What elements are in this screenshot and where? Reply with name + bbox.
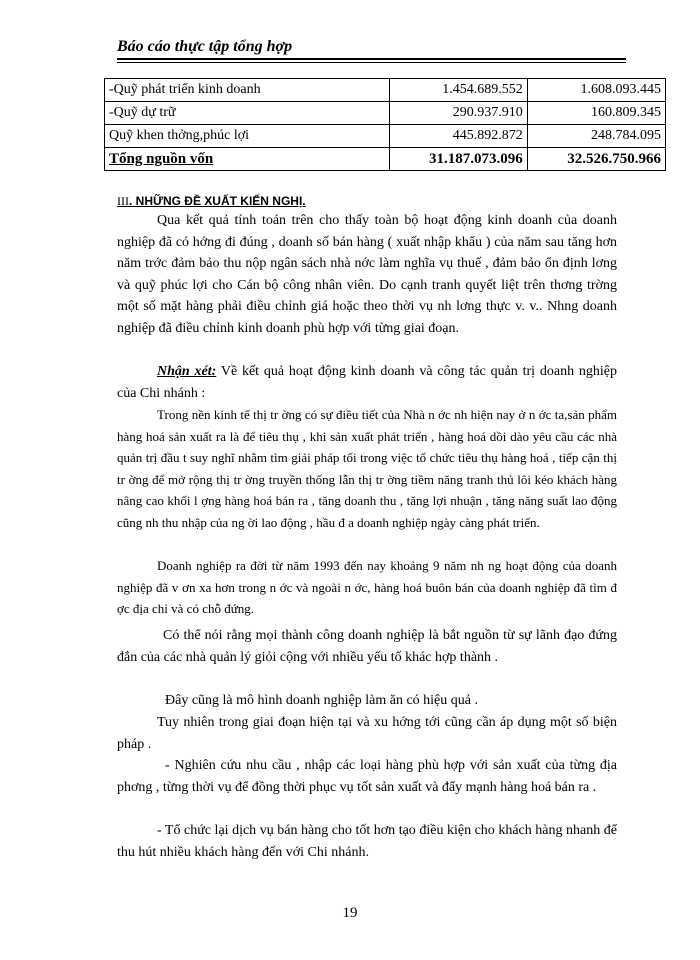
total-label: Tổng nguồn vốn: [105, 148, 390, 171]
table-row: [105, 79, 666, 102]
row-label: -Quỹ dự trữ: [105, 102, 390, 125]
paragraph-remark: [117, 361, 617, 404]
row-value-year2: 1.608.093.445: [527, 79, 665, 102]
remark-text: Về kết quả hoạt động kinh doanh và công tác quản trị doanh nghiệp của Chi nhánh :: [117, 364, 617, 401]
row-value-year1: 1.454.689.552: [389, 79, 527, 102]
paragraph-measure-sales: - Tổ chức lại dịch vụ bán hàng cho tốt hơn tạo điều kiện cho khách hàng nhanh để thu hút nhiều khách hàng đến với Chi nhánh.: [117, 823, 617, 860]
paragraph-market-economy: Trong nền kinh tế thị tr ờng có sự điều tiết của Nhà n ớc nh hiện nay ở n ớc ta,sản phẩm hàng hoá sản xuất ra là để tiêu thụ , khi sản xuất phát triển , hàng hoá dồi dào yêu cầu các nhà quản trị đầu t suy nghĩ nhằm tìm giải pháp tối trong việc tổ chức tiêu thụ hàng hoá , tiếp cận thị tr ờng để mở rộng thị tr ờng truyền thống lẫn thị tr ờng tiềm năng tranh thủ lôi kéo khách hàng nâng cao khối l ợng hàng hoá bán ra , tăng doanh thu , tăng lợi nhuận , tăng năng suất lao động cũng nh thu nhập của ng ời lao động , hầu đ a doanh nghiệp ngày càng phát triển.: [117, 407, 617, 530]
remark-label: Nhận xét:: [157, 364, 217, 379]
row-label: Quỹ khen thởng,phúc lợi: [105, 125, 390, 148]
total-value-year2: 32.526.750.966: [527, 148, 665, 171]
section-title: NHỮNG ĐỀ XUẤT KIẾN NGHỊ.: [135, 194, 306, 208]
paragraph-history: Doanh nghiệp ra đời từ năm 1993 đến nay khoảng 9 năm nh ng hoạt động của doanh nghiệp đã v ơn xa hơn trong n ớc và ngoài n ớc, hàng hoá buôn bán của doanh nghiệp đã tìm đ ợc địa chỉ và có chỗ đứng.: [117, 558, 617, 616]
section-number: III: [117, 194, 129, 208]
paragraph-model: Đây cũng là mô hình doanh nghiệp làm ăn có hiệu quả .: [165, 693, 478, 708]
row-value-year1: 445.892.872: [389, 125, 527, 148]
row-value-year2: 248.784.095: [527, 125, 665, 148]
table-row: [105, 125, 666, 148]
section-heading: III. NHỮNG ĐỀ XUẤT KIẾN NGHỊ.: [117, 194, 306, 208]
table-row: [105, 102, 666, 125]
header-rule-thin: [117, 62, 626, 63]
page-number: 19: [342, 905, 358, 921]
page-header-title: Báo cáo thực tập tổng hợp: [117, 38, 293, 55]
total-value-year1: 31.187.073.096: [389, 148, 527, 171]
row-value-year1: 290.937.910: [389, 102, 527, 125]
row-value-year2: 160.809.345: [527, 102, 665, 125]
row-label: -Quỹ phát triển kinh doanh: [105, 79, 390, 102]
table-total-row: [105, 148, 666, 171]
fund-table: [104, 78, 666, 171]
paragraph-measure-research: - Nghiên cứu nhu cầu , nhập các loại hàng phù hợp với sản xuất của từng địa phơng , từng thời vụ để đồng thời phục vụ tốt sản xuất và đẩy mạnh hàng hoá bán ra .: [117, 758, 617, 795]
paragraph-measures: Tuy nhiên trong giai đoạn hiện tại và xu hớng tới cũng cần áp dụng một số biện pháp .: [117, 715, 617, 752]
header-rule: [117, 58, 626, 60]
paragraph-summary: Qua kết quả tính toán trên cho thấy toàn bộ hoạt động kinh doanh của doanh nghiệp đã có hớng đi đúng , doanh số bán hàng ( xuất nhập khẩu ) của năm sau tăng hơn năm trớc đảm bảo thu nộp ngân sách nhà nớc làm nghĩa vụ thuế , đảm bảo ổn định lơng và quỹ phúc lợi cho Cán bộ công nhân viên. Do cạnh tranh quyết liệt trên thơng trờng một số mặt hàng phải điều chỉnh giá hoặc theo thời vụ nh lơng thực v. v.. Nhng doanh nghiệp đã điều chỉnh kinh doanh phù hợp với từng giai đoạn.: [117, 213, 617, 336]
paragraph-success: Có thể nói rằng mọi thành công doanh nghiệp là bắt nguồn từ sự lãnh đạo đứng đắn của các nhà quản lý giỏi cộng với nhiều yếu tố khác hợp thành .: [117, 628, 617, 665]
